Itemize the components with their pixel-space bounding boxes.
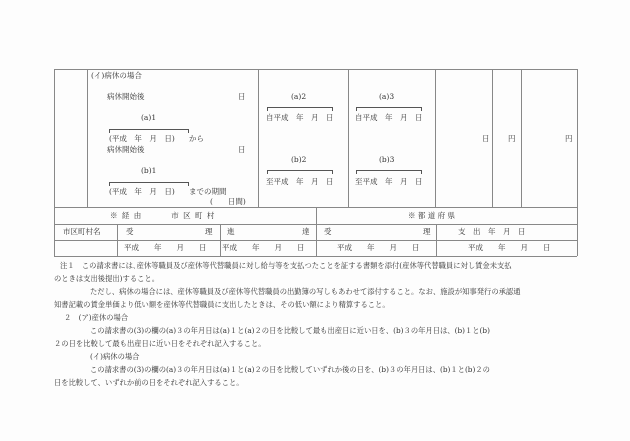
b1-suffix: までの期間 [189,187,227,196]
received-label: 受 [126,227,134,236]
table-top-border [54,69,577,70]
note-heading: (イ)病休の場合 [90,352,140,361]
notes-section [54,259,614,389]
a1-label: (a)1 [141,113,157,122]
note-text: ２の日を比較して最も出産日に近い日をそれぞれ記入すること。 [54,339,266,348]
day-unit: 日 [238,92,246,101]
forward-label: 達 [302,227,310,236]
period-days-field[interactable]: ( 日間) [210,197,246,206]
col-divider [492,69,493,207]
forward-date-field[interactable]: 平成 年 月 日 [222,243,305,252]
days-unit: 日 [482,134,490,143]
note-text: のときは支出後提出)すること。 [54,274,160,283]
table-right-border [577,69,578,256]
b3-date-field[interactable]: 至平成 年 月 日 [355,177,423,186]
b1-date-field[interactable]: (平成 年 月 日) [109,187,175,196]
a1-suffix: から [189,134,204,143]
yen-unit: 円 [508,134,516,143]
start-after-label: 病休開始後 [107,145,145,154]
col-divider [87,69,88,207]
note-text: 日を比較して、いずれか前の日をそれぞれ記入すること。 [54,378,244,387]
payment-date-field[interactable]: 平成 年 月 日 [468,243,551,252]
a3-bracket [356,107,422,111]
pref-received-date-field[interactable]: 平成 年 月 日 [337,243,420,252]
note-text: この請求書の(3)の欄の(a)３の年月日は(a)１と(a)２の日を比較していずれか後の日を、(b)３の年月日は、(b)１と(b)２の [90,365,490,374]
payment-date-label: 支 出 年 月 日 [458,227,526,236]
municipality-name-label: 市区町村名 [63,227,101,236]
received-date-field[interactable]: 平成 年 月 日 [124,243,207,252]
col-divider [117,224,118,256]
b2-date-field[interactable]: 至平成 年 月 日 [266,177,334,186]
a1-date-field[interactable]: (平成 年 月 日) [109,134,175,143]
day-unit: 日 [238,145,246,154]
col-divider [220,224,221,256]
b1-bracket [109,182,189,186]
municipality-header: ※ 経 由 市 区 町 村 [110,211,215,220]
col-divider [435,69,436,207]
note-text: 知書記載の賃金単価より低い額を産休等代替職員に支出したときは、その低い額により精算すること。 [54,300,390,309]
prefecture-header: ※ 都 道 府 県 [408,211,456,220]
start-after-label: 病休開始後 [107,92,145,101]
sick-leave-heading: (イ)病休の場合 [91,71,142,80]
b2-bracket [267,170,333,174]
note-heading: ２ (ア)産休の場合 [64,313,129,322]
yen-unit: 円 [565,134,573,143]
b3-label: (b)3 [379,155,395,164]
col-divider [348,69,349,207]
b2-label: (b)2 [291,155,307,164]
a1-bracket [109,129,189,133]
note-text: 注１ この請求書には､産休等職員及び産休等代替職員に対し給与等を支払つたことを証する書類を添付(産休等代替職員に対し賃金未支払 [60,261,512,270]
forward-label: 進 [227,227,235,236]
note-text: この請求書の(3)の欄の(a)３の年月日は(a)１と(a)２の日を比較して最も出産日に近い日を、(b)３の年月日は、(b)１と(b) [90,326,490,335]
a2-bracket [267,107,333,111]
table-bottom-border [54,256,577,257]
a2-date-field[interactable]: 自平成 年 月 日 [266,113,334,122]
a3-label: (a)3 [379,92,395,101]
b1-label: (b)1 [141,166,157,175]
received-label: 理 [205,227,213,236]
pref-received-label: 受 [324,227,332,236]
col-divider [258,69,259,207]
col-divider [521,69,522,207]
table-left-border [54,69,55,256]
col-divider [316,207,317,256]
a3-date-field[interactable]: 自平成 年 月 日 [355,113,423,122]
a2-label: (a)2 [291,92,307,101]
note-text: ただし、病休の場合には、産休等職員及び産休等代替職員の出勤簿の写しもあわせて添付すること。なお、施設が知事発行の承認通 [90,287,521,296]
b3-bracket [356,170,422,174]
col-divider [436,224,437,256]
pref-received-label: 理 [423,227,431,236]
